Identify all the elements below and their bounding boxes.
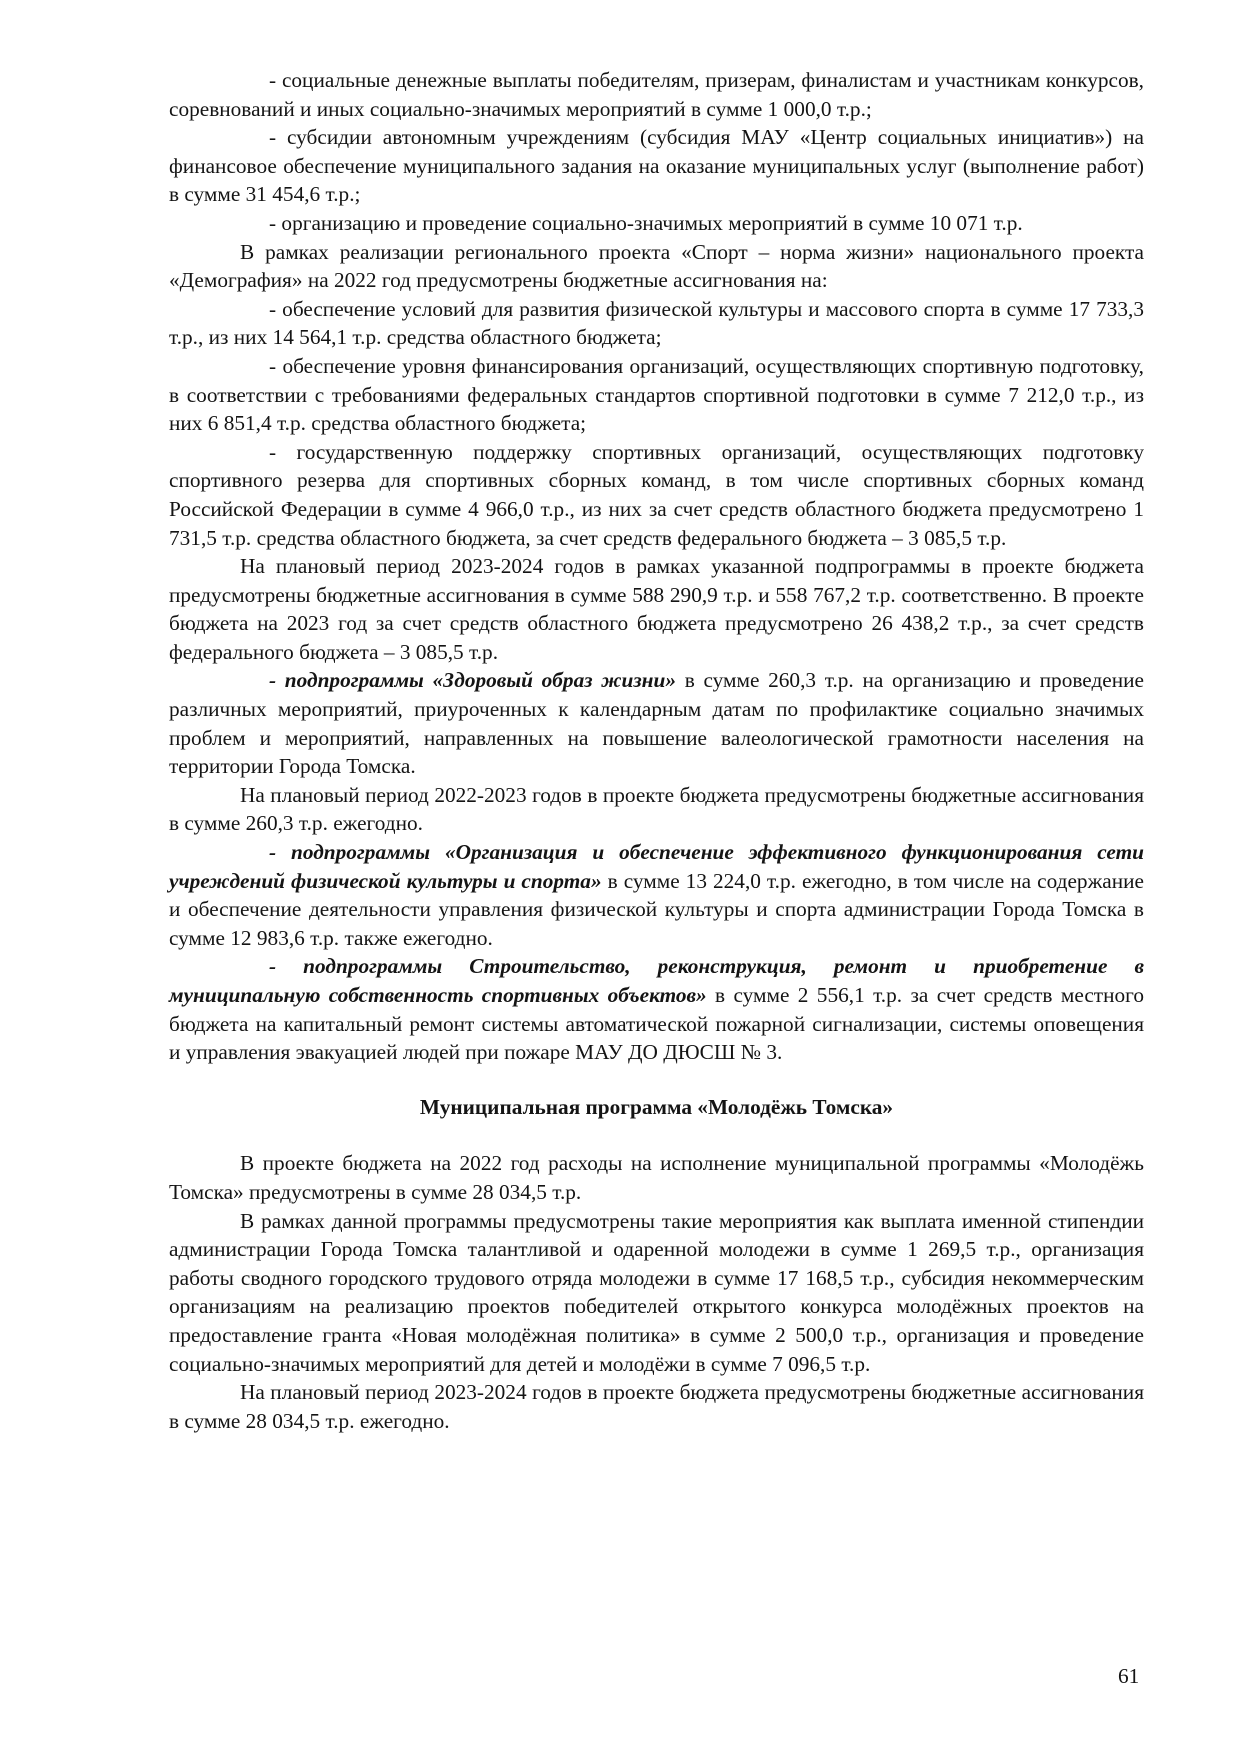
page-number: 61	[1118, 1664, 1140, 1688]
document-page	[169, 66, 1144, 1435]
paragraph-social-payments: - социальные денежные выплаты победителям, призерам, финалистам и участникам конкурсов, соревнований и иных социально-значимых мероприятий в сумме 1 000,0 т.р.;	[169, 68, 1144, 121]
subprogram-text-healthy-lifestyle: в сумме 260,3 т.р. на организацию и проведение различных мероприятий, приуроченных к календарным датам по профилактике социально значимых проблем и мероприятий, направленных на повышение валеологической грамотности населения на территории Города Томска.	[169, 668, 1144, 779]
subprogram-title-organization: - подпрограммы «Организация и обеспечение эффективного функционирования сети учреждений физической культуры и спорта»	[169, 840, 1144, 893]
paragraph-subprogram-healthy-lifestyle	[169, 666, 1144, 780]
paragraph-sport-conditions: - обеспечение условий для развития физической культуры и массового спорта в сумме 17 733,3 т.р., из них 14 564,1 т.р. средства областного бюджета;	[169, 296, 1144, 350]
paragraph-subprogram-construction	[169, 952, 1144, 1066]
section-heading-youth-program: Муниципальная программа «Молодёжь Томска»	[419, 1094, 894, 1119]
paragraph-sport-training-funding: - обеспечение уровня финансирования организаций, осуществляющих спортивную подготовку, в соответствии с требованиями федеральных стандартов спортивной подготовки в сумме 7 212,0 т.р., из них 6 851,4 т.р. средства областного бюджета;	[169, 353, 1144, 436]
subprogram-title-healthy-lifestyle: - подпрограммы «Здоровый образ жизни»	[269, 668, 676, 693]
paragraph-subsidies-autonomous: - субсидии автономным учреждениям (субсидия МАУ «Центр социальных инициатив») на финансовое обеспечение муниципального задания на оказание муниципальных услуг (выполнение работ) в сумме 31 454,6 т.р.;	[169, 125, 1144, 207]
paragraph-state-support: - государственную поддержку спортивных организаций, осуществляющих подготовку спортивного резерва для спортивных сборных команд, в том числе спортивных сборных команд Российской Федерации в сумме 4 966,0 т.р., из них за счет средств областного бюджета предусмотрено 1 731,5 т.р. средства областного бюджета, за счет средств федерального бюджета – 3 085,5 т.р.	[169, 439, 1144, 550]
paragraph-subprogram-organization	[169, 838, 1144, 952]
subprogram-text-construction: в сумме 2 556,1 т.р. за счет средств местного бюджета на капитальный ремонт системы автоматической пожарной сигнализации, системы оповещения и управления эвакуацией людей при пожаре МАУ ДО ДЮСШ № 3.	[169, 983, 1144, 1065]
paragraph-planned-period-2023-2024: На плановый период 2023-2024 годов в рамках указанной подпрограммы в проекте бюджета предусмотрены бюджетные ассигнования в сумме 588 290,9 т.р. и 558 767,2 т.р. соответственно. В проекте бюджета на 2023 год за счет средств областного бюджета предусмотрено 26 438,2 т.р., за счет средств федерального бюджета – 3 085,5 т.р.	[169, 554, 1144, 664]
paragraph-regional-project: В рамках реализации регионального проекта «Спорт – норма жизни» национального проекта «Демография» на 2022 год предусмотрены бюджетные ассигнования на:	[169, 239, 1144, 293]
paragraph-social-events: - организацию и проведение социально-значимых мероприятий в сумме 10 071 т.р.	[269, 210, 1023, 235]
paragraph-youth-planned-period: На плановый период 2023-2024 годов в проекте бюджета предусмотрены бюджетные ассигнования в сумме 28 034,5 т.р. ежегодно.	[169, 1380, 1144, 1433]
subprogram-title-construction: - подпрограммы Строительство, реконструкция, ремонт и приобретение в муниципальную собственность спортивных объектов»	[169, 954, 1144, 1007]
paragraph-healthy-planned-period: На плановый период 2022-2023 годов в проекте бюджета предусмотрены бюджетные ассигнования в сумме 260,3 т.р. ежегодно.	[169, 782, 1144, 836]
paragraph-youth-budget: В проекте бюджета на 2022 год расходы на исполнение муниципальной программы «Молодёжь Томска» предусмотрены в сумме 28 034,5 т.р.	[169, 1151, 1144, 1204]
subprogram-text-organization: в сумме 13 224,0 т.р. ежегодно, в том числе на содержание и обеспечение деятельности управления физической культуры и спорта администрации Города Томска в сумме 12 983,6 т.р. также ежегодно.	[169, 868, 1144, 950]
paragraph-youth-activities: В рамках данной программы предусмотрены такие мероприятия как выплата именной стипендии администрации Города Томска талантливой и одаренной молодежи в сумме 1 269,5 т.р., организация работы сводного городского трудового отряда молодежи в сумме 17 168,5 т.р., субсидия некоммерческим организациям на реализацию проектов победителей открытого конкурса молодёжных проектов на предоставление гранта «Новая молодёжная политика» в сумме 2 500,0 т.р., организация и проведение социально-значимых мероприятий для детей и молодёжи в сумме 7 096,5 т.р.	[169, 1208, 1144, 1376]
